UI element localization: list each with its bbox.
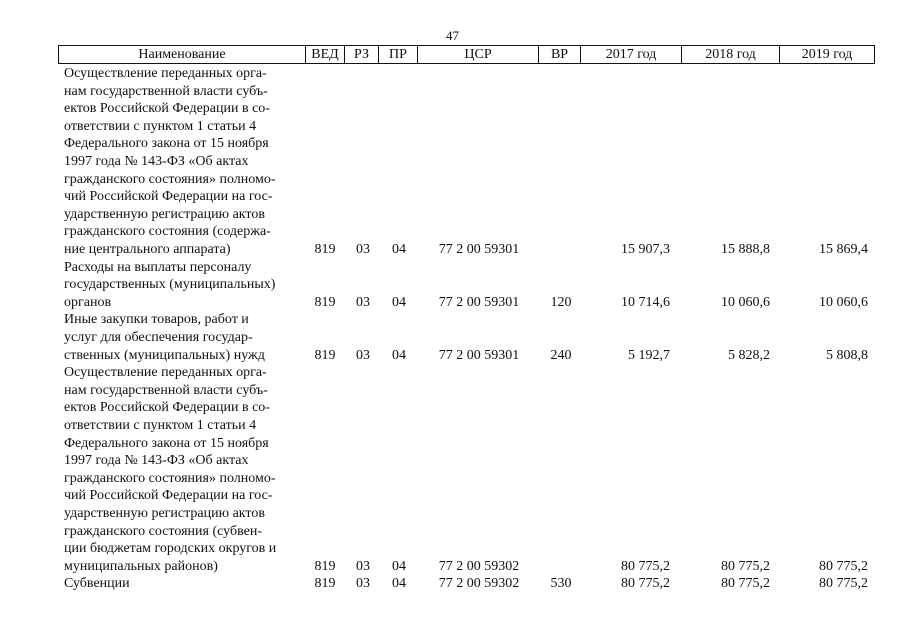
cell-csr: 77 2 00 59301	[438, 242, 520, 257]
name-line: ектов Российской Федерации в со-	[64, 400, 270, 416]
table-row	[0, 65, 905, 259]
cell-2017: 80 775,2	[621, 576, 670, 592]
page-number: 47	[446, 28, 459, 43]
name-line: ответствии с пунктом 1 статьи 4	[64, 118, 257, 134]
cell-pr: 04	[392, 576, 406, 592]
cell-rz: 03	[356, 242, 370, 257]
table-row	[0, 259, 905, 312]
name-line: органов	[64, 294, 112, 310]
cell-name	[64, 259, 304, 312]
name-line: муниципальных районов)	[64, 558, 218, 574]
header-name: Наименование	[138, 47, 226, 62]
name-line: гражданского состояния» полномо-	[64, 470, 276, 486]
table-row	[0, 575, 905, 593]
cell-ved: 819	[314, 576, 336, 592]
cell-pr: 04	[392, 294, 406, 310]
name-line: услуг для обеспечения государ-	[64, 329, 253, 345]
name-line: ударственную регистрацию актов	[64, 505, 265, 521]
name-line: ектов Российской Федерации в со-	[64, 101, 270, 117]
cell-2018: 80 775,2	[721, 558, 770, 574]
name-line: ответствии с пунктом 1 статьи 4	[64, 417, 257, 433]
name-line: 1997 года № 143-ФЗ «Об актах	[64, 153, 249, 169]
table-row	[0, 311, 905, 364]
header-vr: ВР	[538, 46, 580, 63]
cell-csr: 77 2 00 59302	[438, 576, 520, 592]
cell-name	[64, 311, 304, 364]
cell-ved: 819	[314, 242, 336, 257]
cell-pr: 04	[392, 242, 406, 257]
cell-ved: 819	[314, 558, 336, 574]
cell-2019: 80 775,2	[819, 576, 868, 592]
header-2017: 2017 год	[580, 46, 681, 63]
cell-rz: 03	[356, 294, 370, 310]
name-line: ние центрального аппарата)	[64, 241, 231, 257]
cell-ved: 819	[314, 294, 336, 310]
name-line: Осуществление переданных орга-	[64, 365, 267, 381]
cell-2019: 10 060,6	[819, 294, 868, 310]
cell-vr: 240	[550, 347, 572, 363]
table-header	[58, 45, 875, 64]
cell-2019: 5 808,8	[826, 347, 868, 363]
cell-2017: 10 714,6	[621, 294, 670, 310]
cell-rz: 03	[356, 347, 370, 363]
name-line: чий Российской Федерации на гос-	[64, 488, 273, 504]
table-row	[0, 364, 905, 575]
name-line: ции бюджетам городских округов и	[64, 541, 277, 557]
name-line: Расходы на выплаты персоналу	[64, 259, 252, 275]
name-line: Субвенции	[64, 576, 130, 592]
name-line: 1997 года № 143-ФЗ «Об актах	[64, 453, 249, 469]
header-csr: ЦСР	[417, 46, 538, 63]
cell-2018: 5 828,2	[728, 347, 770, 363]
name-line: гражданского состояния» полномо-	[64, 171, 276, 187]
cell-csr: 77 2 00 59301	[438, 347, 520, 363]
name-line: Иные закупки товаров, работ и	[64, 312, 249, 328]
name-line: Осуществление переданных орга-	[64, 66, 267, 81]
cell-pr: 04	[392, 347, 406, 363]
name-line: ственных (муниципальных) нужд	[64, 347, 265, 363]
cell-pr: 04	[392, 558, 406, 574]
header-2018: 2018 год	[681, 46, 779, 63]
cell-name	[64, 65, 304, 259]
name-line: нам государственной власти субъ-	[64, 382, 268, 398]
cell-csr: 77 2 00 59301	[438, 294, 520, 310]
name-line: нам государственной власти субъ-	[64, 83, 268, 99]
name-line: ударственную регистрацию актов	[64, 206, 265, 222]
cell-name	[64, 364, 304, 575]
cell-2018: 10 060,6	[721, 294, 770, 310]
name-line: гражданского состояния (субвен-	[64, 523, 262, 539]
cell-name	[64, 575, 304, 593]
name-line: чий Российской Федерации на гос-	[64, 189, 273, 205]
header-2019: 2019 год	[779, 46, 874, 63]
header-ved: ВЕД	[305, 46, 344, 63]
cell-2017: 80 775,2	[621, 558, 670, 574]
cell-csr: 77 2 00 59302	[438, 558, 520, 574]
header-pr: ПР	[378, 46, 417, 63]
name-line: Федерального закона от 15 ноября	[64, 136, 269, 152]
cell-vr: 530	[550, 576, 572, 592]
name-line: Федерального закона от 15 ноября	[64, 435, 269, 451]
cell-2018: 15 888,8	[721, 242, 770, 257]
cell-ved: 819	[314, 347, 336, 363]
cell-2017: 5 192,7	[628, 347, 670, 363]
cell-rz: 03	[356, 576, 370, 592]
cell-vr: 120	[550, 294, 572, 310]
cell-rz: 03	[356, 558, 370, 574]
cell-2019: 80 775,2	[819, 558, 868, 574]
header-rz: РЗ	[344, 46, 378, 63]
cell-2017: 15 907,3	[621, 242, 670, 257]
name-line: государственных (муниципальных)	[64, 277, 276, 293]
name-line: гражданского состояния (содержа-	[64, 224, 271, 240]
cell-2018: 80 775,2	[721, 576, 770, 592]
cell-2019: 15 869,4	[819, 242, 868, 257]
